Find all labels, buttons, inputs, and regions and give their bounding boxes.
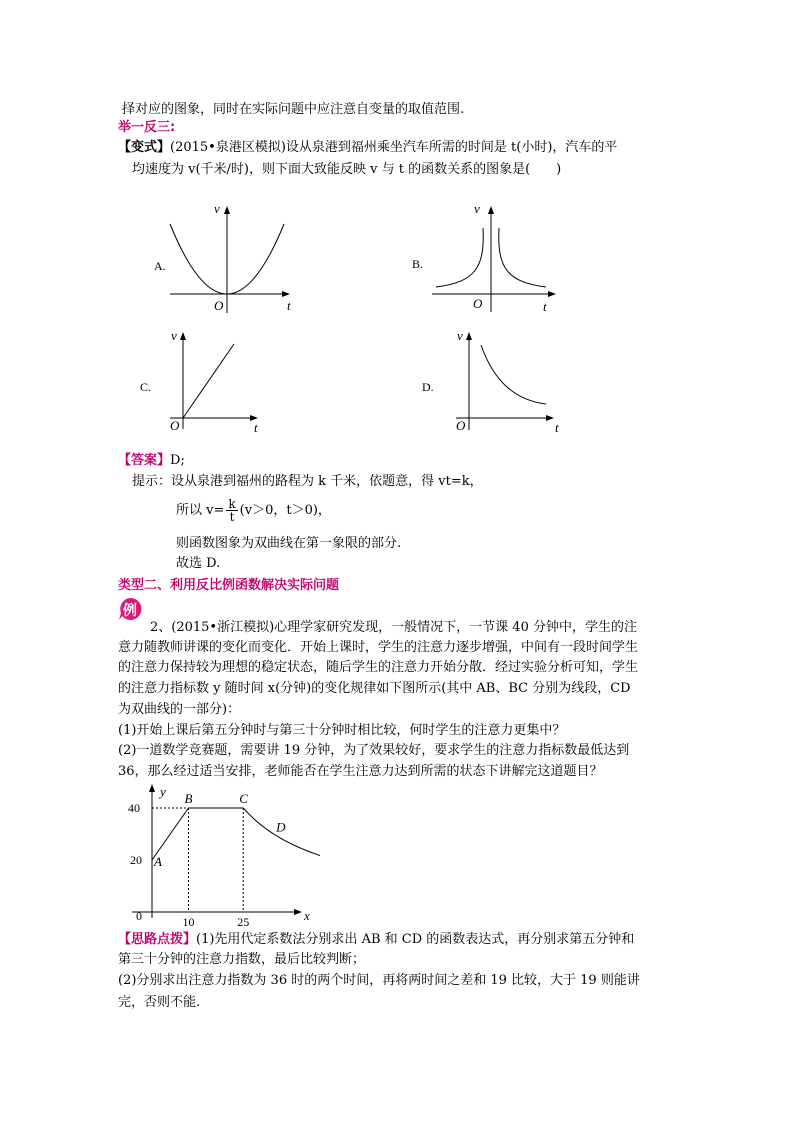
- type2-p4: 的注意力指标数 y 随时间 x(分钟)的变化规律如下图所示(其中 AB、BC 分别为线段，CD: [118, 681, 631, 696]
- attention-ytick-40: 40: [128, 801, 140, 815]
- variant-line1: [118, 140, 617, 156]
- attention-ytick-20: 20: [130, 853, 142, 867]
- attention-point-d: D: [276, 819, 286, 835]
- type2-q2a: (2)一道数学竞赛题，需要讲 19 分钟，为了效果较好，要求学生的注意力指标数最低达到: [118, 743, 630, 758]
- graph-d-x-arrow: [546, 415, 554, 421]
- answer-fraction: [226, 498, 237, 523]
- graph-d-origin: O: [456, 418, 466, 433]
- graph-d-y-arrow: [466, 332, 472, 340]
- answer-line: [118, 453, 185, 469]
- graph-a-xlabel: t: [287, 298, 291, 313]
- tips-line2: 第三十分钟的注意力指数，最后比较判断；: [118, 952, 366, 967]
- attention-x-arrow: [294, 909, 302, 915]
- attention-chart: [120, 782, 320, 927]
- graph-d-curve: [481, 345, 546, 404]
- graph-b-right-branch: [499, 228, 546, 287]
- graph-b: [400, 198, 570, 318]
- type2-p5: 为双曲线的一部分)：: [118, 702, 241, 717]
- graph-b-label: B.: [412, 257, 424, 271]
- graph-b-ylabel: v: [474, 201, 480, 216]
- graph-a-x-arrow: [282, 291, 290, 297]
- type2-p1: 2、(2015•浙江模拟)心理学家研究发现，一般情况下，一节课 40 分钟中，学生的注: [150, 620, 637, 635]
- graph-b-origin: O: [473, 296, 483, 311]
- graph-d-ylabel: v: [457, 328, 463, 343]
- attention-segment-ab: [152, 808, 189, 860]
- tips-line4: 完，否则不能.: [118, 995, 201, 1010]
- graph-c-label: C.: [140, 380, 152, 394]
- attention-point-a: A: [154, 854, 162, 869]
- answer-line4: 故选 D.: [176, 556, 221, 571]
- answer-so-suffix: (v＞0，t＞0)，: [239, 503, 331, 518]
- type2-q1: (1)开始上课后第五分钟时与第三十分钟时相比较，何时学生的注意力更集中？: [118, 723, 566, 738]
- graph-a-y-arrow: [224, 206, 230, 214]
- tips-line3: (2)分别求出注意力指数为 36 时的两个时间，再将两时间之差和 19 比较，大于 19 则能讲: [118, 973, 640, 988]
- graph-c-ylabel: v: [171, 328, 177, 343]
- attention-point-c: C: [239, 791, 248, 806]
- graph-d: [418, 324, 568, 439]
- fraction-denominator: t: [229, 510, 235, 524]
- answer-so-line: [176, 498, 331, 524]
- example-badge: [118, 597, 142, 621]
- type2-p3: 的注意力保持较为理想的稳定状态，随后学生的注意力开始分散．经过实验分析可知，学生: [118, 660, 639, 675]
- graph-a-label: A.: [154, 259, 166, 273]
- type2-heading: 类型二、利用反比例函数解决实际问题: [118, 578, 340, 593]
- graph-a-ylabel: v: [214, 201, 220, 216]
- type2-p2: 意力随教师讲课的变化而变化．开始上课时，学生的注意力逐步增强，中间有一段时间学生: [118, 640, 639, 655]
- graph-b-x-arrow: [548, 291, 556, 297]
- attention-xtick-0: 0: [136, 909, 142, 923]
- attention-y-arrow: [149, 784, 155, 792]
- attention-ylabel: y: [160, 784, 166, 799]
- graph-b-y-arrow: [488, 206, 494, 214]
- section-heading: 举一反三:: [118, 120, 176, 135]
- attention-xtick-25: 25: [237, 915, 250, 927]
- graph-c-line: [183, 344, 234, 418]
- graph-c-xlabel: t: [254, 420, 258, 435]
- type2-q2b: 36，那么经过适当安排，老师能否在学生注意力达到所需的状态下讲解完这道题目？: [118, 764, 603, 779]
- answer-line3: 则函数图象为双曲线在第一象限的部分.: [176, 536, 402, 551]
- intro-text: 择对应的图象，同时在实际问题中应注意自变量的取值范围.: [122, 102, 465, 117]
- attention-xlabel: x: [304, 908, 310, 923]
- answer-hint: 提示：设从泉港到福州的路程为 k 千米，依题意，得 vt=k，: [132, 474, 483, 489]
- variant-tag: 【变式】: [118, 140, 171, 155]
- answer-so-prefix: 所以 v=: [176, 503, 225, 518]
- graph-c-y-arrow: [180, 332, 186, 340]
- tips-text1: (1)先用代定系数法分别求出 AB 和 CD 的函数表达式，再分别求第五分钟和: [196, 932, 635, 947]
- graph-d-xlabel: t: [555, 420, 559, 435]
- answer-value: D;: [170, 453, 185, 468]
- graph-c-origin: O: [170, 418, 180, 433]
- tips-line1: [118, 932, 634, 948]
- variant-text1: (2015•泉港区模拟)设从泉港到福州乘坐汽车所需的时间是 t(小时)，汽车的平: [170, 140, 618, 155]
- graph-a-origin: O: [214, 298, 224, 313]
- example-badge-label: 例: [123, 603, 137, 619]
- graph-c: [136, 324, 276, 439]
- tips-tag: 【思路点拨】: [118, 932, 197, 947]
- answer-tag: 【答案】: [118, 453, 171, 468]
- fraction-numerator: k: [228, 497, 236, 511]
- attention-point-b: B: [184, 791, 193, 806]
- graph-d-label: D.: [422, 380, 434, 394]
- graph-b-left-branch: [436, 228, 483, 287]
- graph-a: [140, 198, 310, 318]
- attention-xtick-10: 10: [182, 915, 195, 927]
- variant-line2: 均速度为 v(千米/时)，则下面大致能反映 v 与 t 的函数关系的图象是( ): [132, 162, 562, 177]
- graph-b-xlabel: t: [543, 299, 547, 314]
